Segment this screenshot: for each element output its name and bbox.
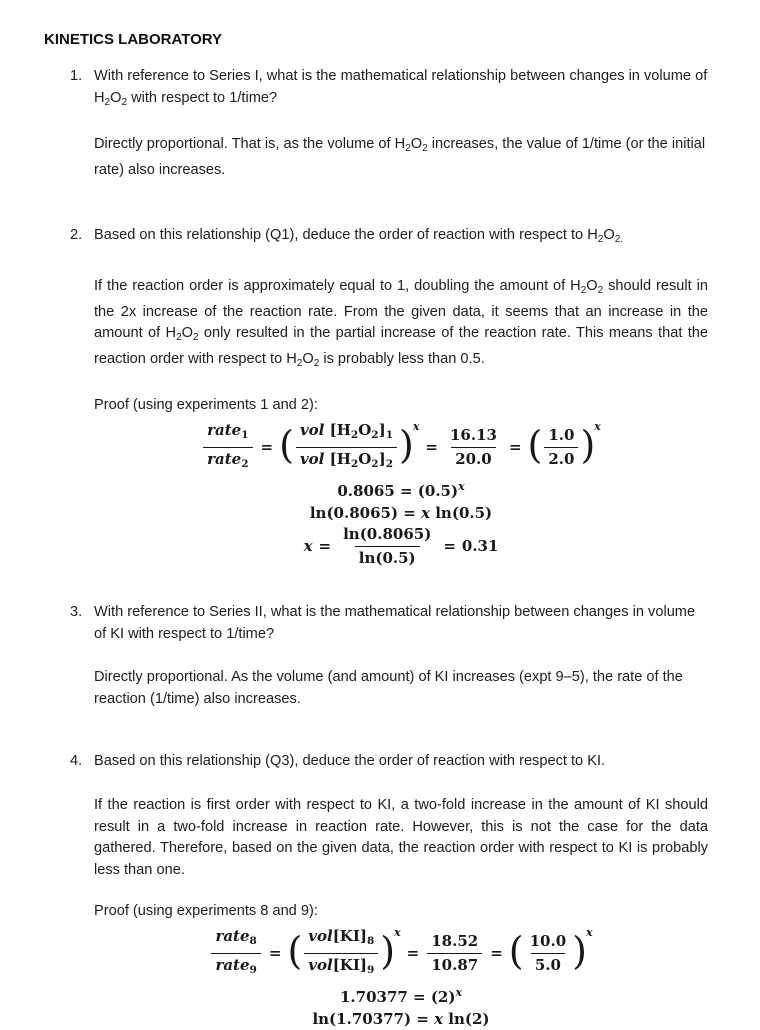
math-subscript: 9	[249, 963, 257, 976]
text-segment: with respect to 1/time?	[127, 89, 278, 106]
equation-2-step-3	[94, 1009, 708, 1030]
text-segment: With reference to Series I, what is the mathematical relationship between changes in volume of H	[94, 68, 708, 106]
math-var: vol	[308, 955, 333, 974]
text-segment: only resulted in the partial increase of the reaction rate. This means that the reaction order with respect to H	[94, 325, 709, 367]
question-1	[70, 66, 708, 181]
text-segment: If the reaction order is approximately equal to 1, doubling the amount of H	[94, 277, 581, 294]
math-text: 0.8065 = (0.5)	[337, 481, 459, 500]
exponent-x: x	[455, 985, 463, 999]
equation-1-step-2	[94, 476, 708, 502]
text-segment: should result in the 2x increase of the reaction rate. From the given data, it seems that an increase in the amount of H	[94, 277, 708, 342]
subscript: 2	[597, 234, 604, 246]
equals-sign: =	[490, 943, 503, 962]
equation-block-2	[94, 926, 708, 1030]
math-number: 10.0	[529, 931, 567, 950]
text-segment: O	[181, 325, 194, 342]
document-title: KINETICS LABORATORY	[44, 31, 223, 48]
text-segment: is probably less than 0.5.	[319, 350, 485, 367]
subscript: 2.	[614, 234, 624, 246]
math-var: rate	[215, 926, 250, 945]
subscript: 2	[193, 332, 199, 344]
answer-2-text	[94, 276, 708, 374]
exponent-x: x	[412, 419, 420, 433]
math-number: 5.0	[531, 953, 565, 976]
question-1-text	[94, 66, 708, 113]
question-4-number: 4.	[70, 753, 83, 770]
math-subscript: 2	[371, 457, 379, 470]
question-1-number: 1.	[70, 68, 83, 84]
math-subscript: 8	[249, 934, 257, 947]
proof-2-label: Proof (using experiments 8 and 9):	[94, 903, 318, 920]
fraction-rates	[203, 420, 252, 475]
right-paren: )	[572, 929, 587, 974]
math-subscript: 1	[241, 428, 249, 441]
equals-sign: =	[425, 437, 438, 456]
math-subscript: 2	[350, 428, 359, 441]
math-text: ln(0.8065) =	[309, 503, 422, 522]
equals-sign: =	[406, 943, 420, 962]
fraction-ln	[339, 524, 435, 569]
math-number: 0.31	[461, 536, 499, 555]
math-var: rate	[215, 955, 250, 974]
exponent-x: x	[585, 925, 593, 939]
exponent-x: x	[594, 419, 601, 433]
answer-4-text: If the reaction is first order with respect to KI, a two-fold increase in the amount of KI should result in a two-fold increase in reaction rate. However, this is not the case for the data gathered. Therefore, based on the given data, the reaction order with respect to KI is probably less than one.	[94, 796, 708, 878]
math-text: [H	[324, 420, 351, 439]
subscript: 2	[597, 284, 604, 296]
subscript: 2	[313, 357, 320, 369]
fraction-volumes	[296, 420, 397, 475]
question-2-body	[94, 225, 708, 569]
equation-1-step-4	[94, 524, 708, 569]
math-text: ln(1.70377) =	[312, 1009, 435, 1028]
right-paren: )	[380, 929, 396, 974]
text-segment: increases, the value of 1/time (or the initial rate) also increases.	[94, 136, 706, 178]
proof-1-label: Proof (using experiments 1 and 2):	[94, 397, 318, 414]
math-var: rate	[207, 449, 242, 468]
fraction-simple	[526, 931, 571, 976]
left-paren: (	[287, 929, 303, 974]
math-subscript: 1	[385, 428, 393, 441]
exponent-x: x	[394, 925, 401, 939]
question-2-number: 2.	[70, 227, 83, 244]
question-3-number: 3.	[70, 603, 83, 620]
text-segment: O	[110, 89, 122, 106]
left-paren: (	[527, 423, 543, 468]
math-subscript: 8	[366, 934, 375, 947]
question-3-body	[94, 602, 708, 710]
math-subscript: 2	[241, 457, 249, 470]
equals-sign: =	[318, 536, 332, 555]
subscript: 2	[121, 96, 128, 108]
question-3	[70, 602, 708, 710]
subscript: 2	[104, 96, 111, 108]
math-number: 18.52	[431, 931, 479, 950]
math-text: ]	[378, 420, 386, 439]
question-4	[70, 751, 708, 1030]
question-2-text	[94, 225, 708, 251]
math-text: ln(0.8065)	[343, 524, 432, 543]
answer-1-text	[94, 134, 708, 181]
question-3-text: With reference to Series II, what is the mathematical relationship between changes in volume of KI with respect to 1/time?	[94, 603, 696, 642]
math-var: vol	[299, 420, 325, 439]
question-2	[70, 225, 708, 569]
text-segment: O	[410, 136, 423, 153]
math-text: [H	[324, 449, 351, 468]
text-segment: Directly proportional. That is, as the volume of H	[94, 136, 406, 153]
text-segment: O	[302, 350, 314, 367]
math-var: x	[434, 1009, 444, 1028]
fraction-volumes	[304, 926, 378, 981]
math-number: 10.87	[427, 953, 482, 976]
math-var: x	[303, 536, 313, 555]
math-subscript: 9	[366, 963, 375, 976]
fraction-simple	[544, 425, 578, 470]
text-segment: O	[586, 277, 598, 294]
math-number: 2.0	[544, 447, 578, 470]
math-text: 1.70377 = (2)	[339, 987, 456, 1006]
math-text: [KI]	[332, 926, 367, 945]
math-text: O	[358, 449, 372, 468]
equation-2-main	[94, 926, 708, 981]
subscript: 2	[422, 143, 428, 155]
equals-sign: =	[443, 536, 456, 555]
exponent-x: x	[458, 479, 465, 493]
math-text: ln(2)	[443, 1009, 490, 1028]
math-number: 20.0	[451, 447, 496, 470]
equals-sign: =	[268, 943, 282, 962]
math-var: rate	[207, 420, 242, 439]
question-4-body	[94, 751, 708, 1030]
text-segment: Based on this relationship (Q1), deduce the order of reaction with respect to H	[94, 227, 598, 244]
math-var: vol	[308, 926, 333, 945]
fraction-ratio	[427, 931, 482, 976]
math-var: x	[421, 503, 431, 522]
equals-sign: =	[508, 437, 522, 456]
subscript: 2	[580, 284, 587, 296]
equals-sign: =	[260, 437, 274, 456]
subscript: 2	[296, 357, 303, 369]
left-paren: (	[279, 423, 294, 468]
equation-block-1	[94, 420, 708, 569]
equation-1-main	[94, 420, 708, 475]
text-segment: O	[603, 227, 615, 244]
math-text: ln(0.5)	[430, 503, 493, 522]
math-text: ln(0.5)	[355, 546, 420, 569]
question-1-body	[94, 66, 708, 181]
math-subscript: 2	[350, 457, 359, 470]
fraction-ratio	[446, 425, 501, 470]
equation-2-step-2	[94, 982, 708, 1008]
math-subscript: 2	[385, 457, 393, 470]
math-text: ]	[378, 449, 386, 468]
subscript: 2	[176, 332, 182, 344]
math-subscript: 2	[371, 428, 379, 441]
math-number: 1.0	[548, 425, 575, 444]
right-paren: )	[399, 423, 414, 468]
right-paren: )	[580, 423, 596, 468]
answer-3-text: Directly proportional. As the volume (and amount) of KI increases (expt 9–5), the rate of the reaction (1/time) also increases.	[94, 669, 683, 707]
math-text: O	[358, 420, 372, 439]
subscript: 2	[405, 143, 411, 155]
math-text: [KI]	[332, 955, 367, 974]
fraction-rates	[211, 926, 260, 981]
math-number: 16.13	[449, 425, 497, 444]
equation-1-step-3	[94, 503, 708, 524]
question-4-text: Based on this relationship (Q3), deduce the order of reaction with respect to KI.	[94, 753, 606, 770]
math-var: vol	[299, 449, 325, 468]
left-paren: (	[508, 929, 524, 974]
